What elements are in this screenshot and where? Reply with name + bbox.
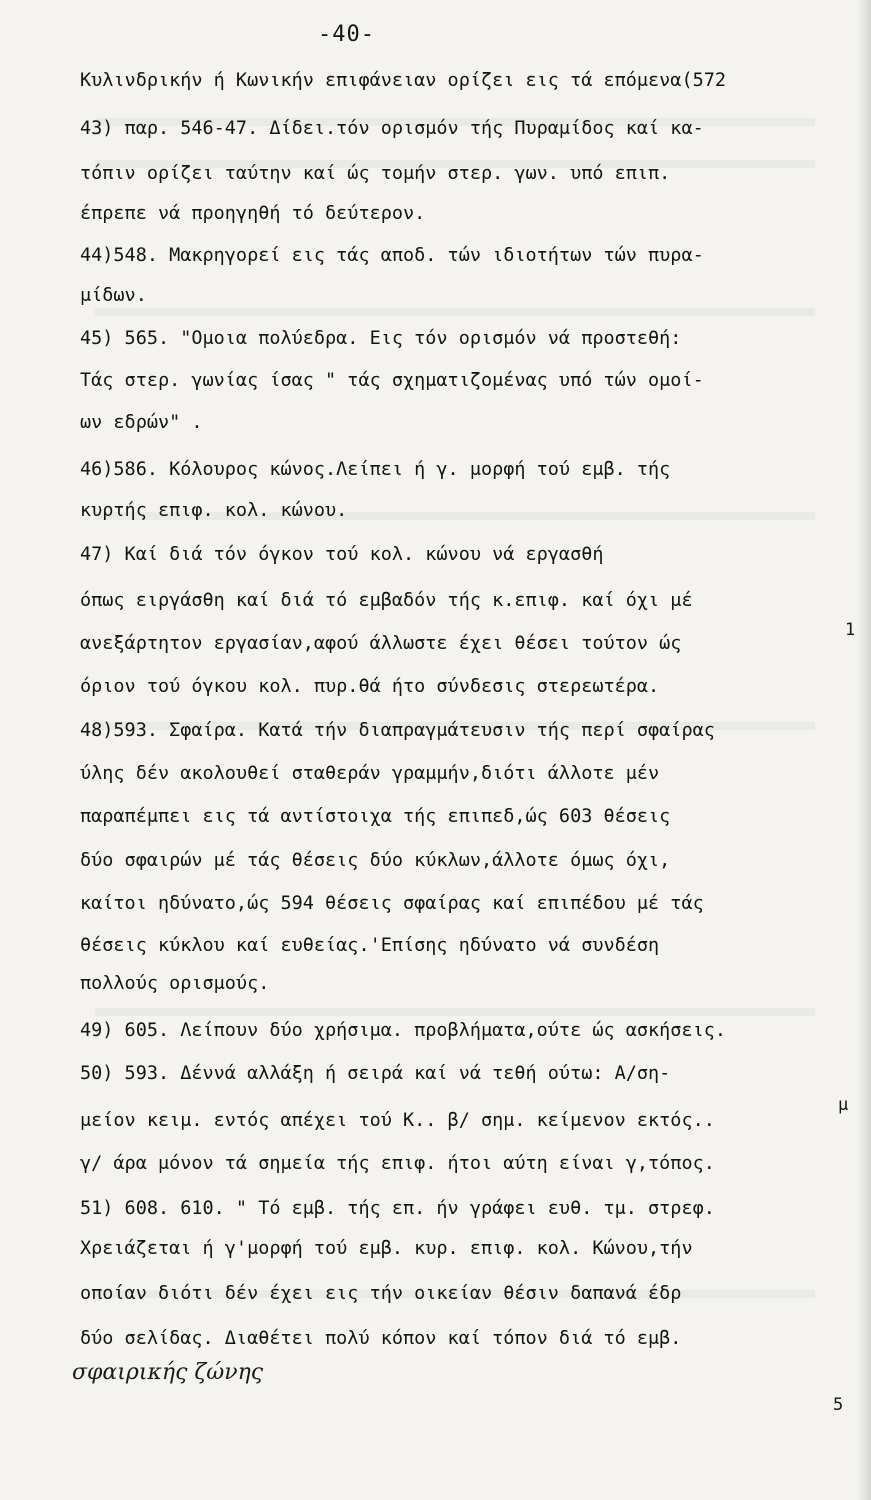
page-number: -40- xyxy=(318,22,375,47)
text-line: ανεξάρτητον εργασίαν,αφού άλλωστε έχει θέσει τούτον ώς xyxy=(80,633,682,654)
margin-mark: 5 xyxy=(833,1395,844,1415)
text-line: καίτοι ηδύνατο,ώς 594 θέσεις σφαίρας καί επιπέδου μέ τάς xyxy=(80,893,704,914)
text-line: κυρτής επιφ. κολ. κώνου. xyxy=(80,500,348,521)
text-line: δύο σφαιρών μέ τάς θέσεις δύο κύκλων,άλλοτε όμως όχι, xyxy=(80,850,671,871)
bleed-through xyxy=(95,1008,815,1016)
text-line: δύο σελίδας. Διαθέτει πολύ κόπον καί τόπον διά τό εμβ. xyxy=(80,1328,682,1349)
text-line: όριον τού όγκου κολ. πυρ.θά ήτο σύνδεσις στερεωτέρα. xyxy=(80,676,660,697)
text-line: 45) 565. "Ομοια πολύεδρα. Εις τόν ορισμόν νά προστεθή: xyxy=(80,328,682,349)
text-line: 43) παρ. 546-47. Δίδει.τόν ορισμόν τής Πυραμίδος καί κα- xyxy=(80,118,704,139)
page-edge-shadow xyxy=(857,0,871,1500)
text-line: ων εδρών" . xyxy=(80,412,203,433)
text-line: μείον κειμ. εντός απέχει τού Κ.. β/ σημ. κείμενον εκτός.. xyxy=(80,1110,715,1131)
text-line: 46)586. Κόλουρος κώνος.Λείπει ή γ. μορφή τού εμβ. τής xyxy=(80,459,671,480)
text-line: μίδων. xyxy=(80,285,147,306)
margin-mark: μ xyxy=(838,1095,849,1115)
text-line: 50) 593. Δέννά αλλάξη ή σειρά καί νά τεθή ούτω: Α/ση- xyxy=(80,1063,671,1084)
text-line: παραπέμπει εις τά αντίστοιχα τής επιπεδ,ώς 603 θέσεις xyxy=(80,806,671,827)
margin-mark: 1 xyxy=(845,620,856,640)
text-line: 44)548. Μακρηγορεί εις τάς αποδ. τών ιδιοτήτων τών πυρα- xyxy=(80,245,704,266)
text-line: τόπιν ορίζει ταύτην καί ώς τομήν στερ. γων. υπό επιπ. xyxy=(80,163,671,184)
handwritten-note: σφαιρικής ζώνης xyxy=(72,1360,264,1385)
text-line: οποίαν διότι δέν έχει εις τήν οικείαν θέσιν δαπανά έδρ xyxy=(80,1283,682,1304)
bleed-through xyxy=(95,308,815,316)
text-line: γ/ άρα μόνον τά σημεία τής επιφ. ήτοι αύτη είναι γ,τόπος. xyxy=(80,1153,715,1174)
text-line: 47) Καί διά τόν όγκον τού κολ. κώνου νά εργασθή xyxy=(80,544,604,565)
text-line: ύλης δέν ακολουθεί σταθεράν γραμμήν,διότι άλλοτε μέν xyxy=(80,763,660,784)
text-line: έπρεπε νά προηγηθή τό δεύτερον. xyxy=(80,203,426,224)
text-line: 49) 605. Λείπουν δύο χρήσιμα. προβλήματα,ούτε ώς ασκήσεις. xyxy=(80,1020,727,1041)
text-line: όπως ειργάσθη καί διά τό εμβαδόν τής κ.επιφ. καί όχι μέ xyxy=(80,590,693,611)
text-line: πολλούς ορισμούς. xyxy=(80,973,270,994)
text-line: Τάς στερ. γωνίας ίσας " τάς σχηματιζομένας υπό τών ομοί- xyxy=(80,370,704,391)
text-line: Κυλινδρικήν ή Κωνικήν επιφάνειαν ορίζει εις τά επόμενα(572 xyxy=(80,70,727,91)
text-line: Χρειάζεται ή γ'μορφή τού εμβ. κυρ. επιφ. κολ. Κώνου,τήν xyxy=(80,1238,693,1259)
text-line: 51) 608. 610. " Τό εμβ. τής επ. ήν γράφει ευθ. τμ. στρεφ. xyxy=(80,1198,715,1219)
text-line: 48)593. Σφαίρα. Κατά τήν διαπραγμάτευσιν τής περί σφαίρας xyxy=(80,720,715,741)
text-line: θέσεις κύκλου καί ευθείας.'Επίσης ηδύνατο νά συνδέση xyxy=(80,935,660,956)
